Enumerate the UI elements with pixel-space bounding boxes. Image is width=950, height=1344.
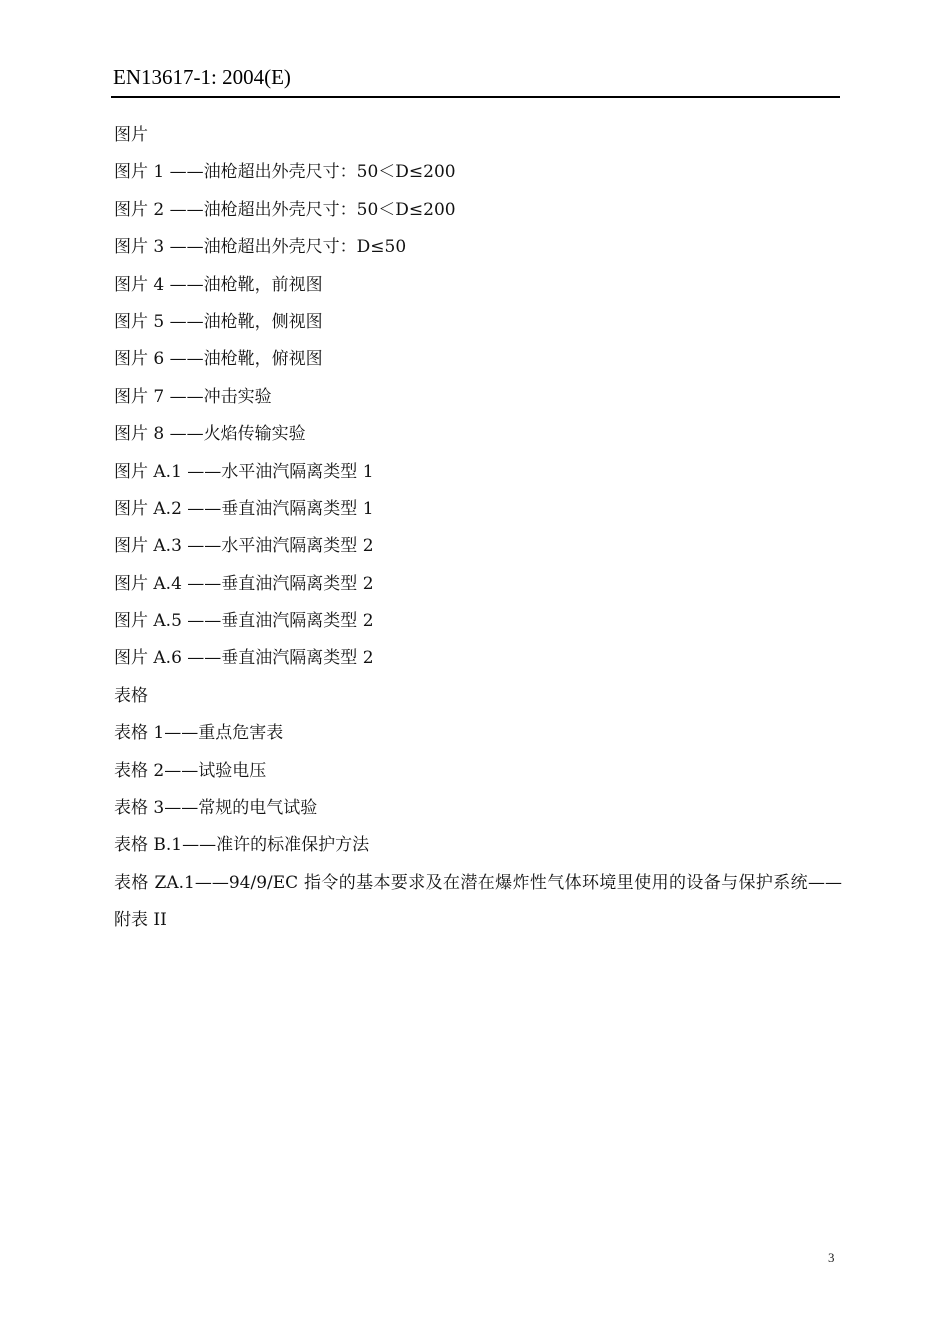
page-number: 3 xyxy=(828,1250,835,1265)
figure-entry: 图片 A.4 ——垂直油汽隔离类型 2 xyxy=(114,573,374,594)
figure-entry: 图片 A.5 ——垂直油汽隔离类型 2 xyxy=(114,611,374,632)
figure-entry: 图片 A.2 ——垂直油汽隔离类型 1 xyxy=(114,498,374,519)
table-of-figures-and-tables xyxy=(114,117,842,940)
figure-entry: 图片 2 ——油枪超出外壳尺寸：50＜D≤200 xyxy=(114,199,456,220)
figure-entry: 图片 8 ——火焰传输实验 xyxy=(114,424,306,445)
table-entry: 表格 3——常规的电气试验 xyxy=(114,798,318,819)
document-title: EN13617-1: 2004(E) xyxy=(113,65,291,89)
page-header xyxy=(111,62,840,98)
tables-heading: 表格 xyxy=(114,685,148,706)
table-entry: 表格 2——试验电压 xyxy=(114,760,267,781)
figure-entry: 图片 7 ——冲击实验 xyxy=(114,386,272,407)
figure-entry: 图片 4 ——油枪靴，前视图 xyxy=(114,274,323,295)
figure-entry: 图片 A.3 ——水平油汽隔离类型 2 xyxy=(114,536,374,557)
figures-heading: 图片 xyxy=(114,125,148,145)
figure-entry: 图片 A.6 ——垂直油汽隔离类型 2 xyxy=(114,648,374,669)
figure-entry: 图片 1 ——油枪超出外壳尺寸：50＜D≤200 xyxy=(114,162,456,183)
figure-entry: 图片 5 ——油枪靴，侧视图 xyxy=(114,311,323,332)
table-entry: 表格 B.1——准许的标准保护方法 xyxy=(114,835,370,856)
table-entry: 表格 1——重点危害表 xyxy=(114,723,284,744)
table-entry-za: 表格 ZA.1——94/9/EC 指令的基本要求及在潜在爆炸性气体环境里使用的设备与保护系统——附表 II xyxy=(114,872,842,931)
figure-entry: 图片 A.1 ——水平油汽隔离类型 1 xyxy=(114,461,374,482)
figure-entry: 图片 3 ——油枪超出外壳尺寸：D≤50 xyxy=(114,237,407,258)
figure-entry: 图片 6 ——油枪靴，俯视图 xyxy=(114,349,323,370)
